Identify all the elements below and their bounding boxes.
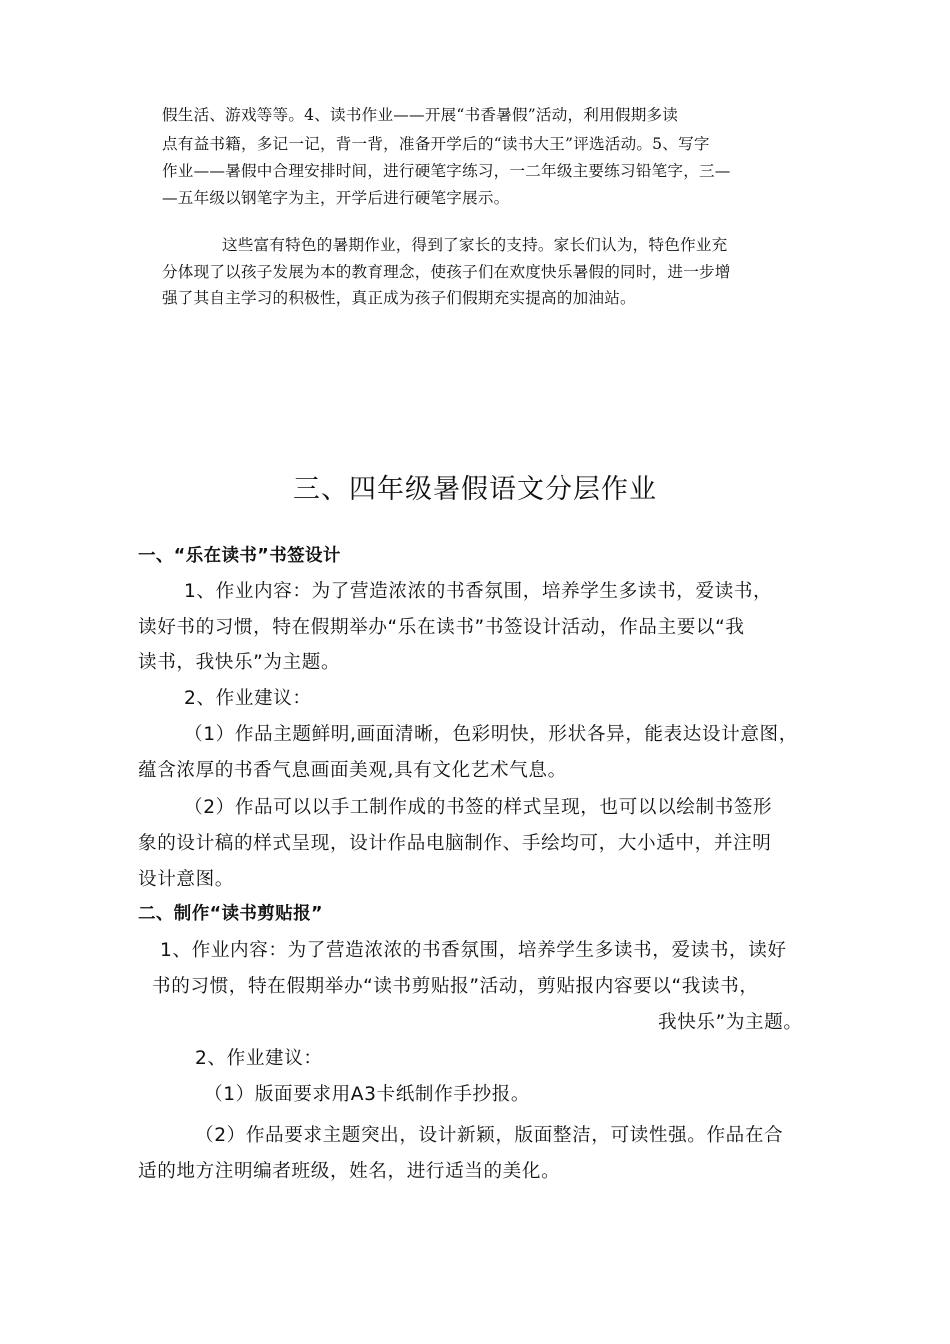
page-title: 三、四年级暑假语文分层作业 bbox=[293, 474, 657, 505]
section-heading: 二、制作“读书剪贴报” bbox=[138, 904, 323, 924]
body-text-line: 书的习惯，特在假期举办“读书剪贴报”活动，剪贴报内容要以“我读书， bbox=[152, 976, 759, 997]
body-text-line: 作业——暑假中合理安排时间，进行硬笔字练习，一二年级主要练习铅笔字，三— bbox=[162, 162, 731, 180]
body-text-line: 读书，我快乐”为主题。 bbox=[138, 652, 341, 673]
body-text-line: 1、作业内容：为了营造浓浓的书香氛围，培养学生多读书，爱读书， bbox=[184, 581, 773, 602]
body-text-line: 设计意图。 bbox=[138, 869, 234, 890]
body-text-line: （2）作品要求主题突出，设计新颖，版面整洁，可读性强。作品在合 bbox=[195, 1125, 784, 1146]
body-text-line: 读好书的习惯，特在假期举办“乐在读书”书签设计活动，作品主要以“我 bbox=[138, 617, 745, 638]
body-text-line: 点有益书籍，多记一记，背一背，准备开学后的“读书大王”评选活动。5、写字 bbox=[162, 135, 710, 153]
body-text-line: （1）作品主题鲜明,画面清晰，色彩明快，形状各异，能表达设计意图， bbox=[184, 724, 798, 745]
body-text-line: 分体现了以孩子发展为本的教育理念，使孩子们在欢度快乐暑假的同时，进一步增 bbox=[162, 263, 731, 281]
body-text-line: 这些富有特色的暑期作业，得到了家长的支持。家长们认为，特色作业充 bbox=[222, 236, 728, 254]
body-text-line: 我快乐”为主题。 bbox=[658, 1012, 803, 1033]
body-text-line: 适的地方注明编者班级，姓名，进行适当的美化。 bbox=[138, 1161, 561, 1182]
body-text-line: —五年级以钢笔字为主，开学后进行硬笔字展示。 bbox=[162, 189, 510, 207]
body-text-line: 蕴含浓厚的书香气息画面美观,具有文化艺术气息。 bbox=[138, 760, 567, 781]
body-text-line: （2）作品可以以手工制作成的书签的样式呈现，也可以以绘制书签形 bbox=[184, 797, 773, 818]
body-text-line: 假生活、游戏等等。4、读书作业——开展“书香暑假”活动，利用假期多读 bbox=[162, 106, 679, 124]
section-heading: 一、“乐在读书”书签设计 bbox=[138, 546, 341, 566]
body-text-line: 2、作业建议： bbox=[195, 1048, 323, 1069]
body-text-line: （1）版面要求用A3卡纸制作手抄报。 bbox=[204, 1084, 531, 1105]
body-text-line: 1、作业内容：为了营造浓浓的书香氛围，培养学生多读书，爱读书，读好 bbox=[160, 940, 787, 961]
body-text-line: 2、作业建议： bbox=[184, 688, 312, 709]
body-text-line: 象的设计稿的样式呈现，设计作品电脑制作、手绘均可，大小适中，并注明 bbox=[138, 833, 772, 854]
body-text-line: 强了其自主学习的积极性，真正成为孩子们假期充实提高的加油站。 bbox=[162, 289, 636, 307]
